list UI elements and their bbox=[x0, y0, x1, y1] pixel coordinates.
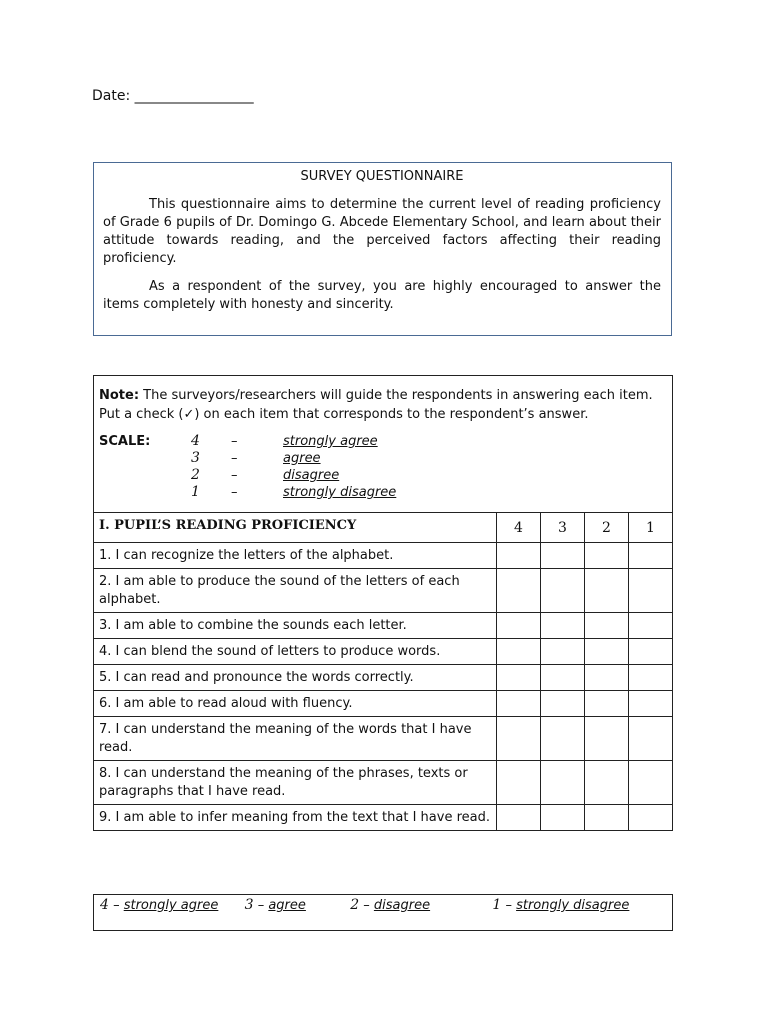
question-text: 4. I can blend the sound of letters to produce words. bbox=[94, 639, 497, 665]
answer-checkbox-4[interactable] bbox=[497, 613, 541, 639]
answer-checkbox-4[interactable] bbox=[497, 761, 541, 805]
answer-checkbox-4[interactable] bbox=[497, 543, 541, 569]
question-text: 9. I am able to infer meaning from the text that I have read. bbox=[94, 805, 497, 831]
footer-num: 4 bbox=[100, 897, 109, 913]
question-row bbox=[94, 613, 673, 639]
scale-desc: disagree bbox=[283, 468, 340, 483]
answer-checkbox-1[interactable] bbox=[629, 613, 673, 639]
intro-box bbox=[93, 162, 672, 336]
column-header: 3 bbox=[541, 513, 585, 543]
footer-dash: – bbox=[257, 898, 265, 913]
footer-desc: agree bbox=[268, 898, 306, 913]
question-text: 6. I am able to read aloud with fluency. bbox=[94, 691, 497, 717]
answer-checkbox-1[interactable] bbox=[629, 665, 673, 691]
question-row bbox=[94, 639, 673, 665]
answer-checkbox-3[interactable] bbox=[541, 691, 585, 717]
question-text: 8. I can understand the meaning of the phrases, texts or paragraphs that I have read. bbox=[94, 761, 497, 805]
answer-checkbox-2[interactable] bbox=[585, 665, 629, 691]
answer-checkbox-1[interactable] bbox=[629, 639, 673, 665]
scale-num: 4 bbox=[191, 433, 200, 449]
column-header: 1 bbox=[629, 513, 673, 543]
answer-checkbox-4[interactable] bbox=[497, 569, 541, 613]
answer-checkbox-1[interactable] bbox=[629, 569, 673, 613]
question-row bbox=[94, 543, 673, 569]
answer-checkbox-3[interactable] bbox=[541, 717, 585, 761]
question-text: 3. I am able to combine the sounds each letter. bbox=[94, 613, 497, 639]
footer-desc: strongly disagree bbox=[516, 898, 630, 913]
footer-scale-box bbox=[93, 894, 673, 931]
scale-label: SCALE: bbox=[99, 434, 151, 449]
answer-checkbox-4[interactable] bbox=[497, 639, 541, 665]
question-text: 1. I can recognize the letters of the alphabet. bbox=[94, 543, 497, 569]
question-text: 7. I can understand the meaning of the words that I have read. bbox=[94, 717, 497, 761]
scale-num: 1 bbox=[191, 484, 200, 500]
footer-num: 1 bbox=[492, 897, 502, 913]
question-row bbox=[94, 717, 673, 761]
scale-desc: strongly disagree bbox=[283, 485, 397, 500]
answer-checkbox-3[interactable] bbox=[541, 543, 585, 569]
note-text: The surveyors/researchers will guide the respondents in answering each item. Put a check (✓) on each item that corresponds to the respondent’s answer. bbox=[99, 388, 653, 422]
answer-checkbox-1[interactable] bbox=[629, 805, 673, 831]
question-text: 5. I can read and pronounce the words correctly. bbox=[94, 665, 497, 691]
intro-paragraph-1: This questionnaire aims to determine the current level of reading proficiency of Grade 6 pupils of Dr. Domingo G. Abcede Elementary School, and learn about their attitude towards reading, and the perceived factors affecting their reading proficiency. bbox=[103, 197, 661, 266]
footer-num: 2 bbox=[350, 897, 360, 913]
footer-dash: – bbox=[505, 898, 512, 913]
answer-checkbox-2[interactable] bbox=[585, 543, 629, 569]
question-row bbox=[94, 691, 673, 717]
question-row bbox=[94, 805, 673, 831]
footer-num: 3 bbox=[244, 897, 254, 913]
answer-checkbox-3[interactable] bbox=[541, 613, 585, 639]
answer-checkbox-1[interactable] bbox=[629, 717, 673, 761]
scale-num: 2 bbox=[191, 467, 200, 483]
scale-desc: strongly agree bbox=[283, 434, 378, 449]
question-row bbox=[94, 761, 673, 805]
question-row bbox=[94, 569, 673, 613]
footer-desc: strongly agree bbox=[123, 898, 219, 913]
column-header: 4 bbox=[497, 513, 541, 543]
answer-checkbox-3[interactable] bbox=[541, 761, 585, 805]
answer-checkbox-4[interactable] bbox=[497, 691, 541, 717]
answer-checkbox-4[interactable] bbox=[497, 717, 541, 761]
scale-dash: – bbox=[231, 468, 238, 483]
answer-checkbox-2[interactable] bbox=[585, 717, 629, 761]
answer-checkbox-2[interactable] bbox=[585, 613, 629, 639]
note-label: Note: bbox=[99, 388, 140, 403]
answer-checkbox-2[interactable] bbox=[585, 805, 629, 831]
answer-checkbox-3[interactable] bbox=[541, 639, 585, 665]
question-row bbox=[94, 665, 673, 691]
footer-dash: – bbox=[363, 898, 370, 913]
scale-legend bbox=[99, 433, 666, 501]
answer-checkbox-3[interactable] bbox=[541, 665, 585, 691]
note-cell bbox=[94, 376, 673, 513]
footer-desc: disagree bbox=[373, 898, 431, 913]
section-header-row bbox=[94, 513, 673, 543]
scale-desc: agree bbox=[283, 451, 321, 466]
answer-checkbox-2[interactable] bbox=[585, 691, 629, 717]
survey-table bbox=[93, 375, 673, 831]
answer-checkbox-2[interactable] bbox=[585, 639, 629, 665]
answer-checkbox-2[interactable] bbox=[585, 569, 629, 613]
scale-dash: – bbox=[231, 434, 238, 449]
scale-dash: – bbox=[231, 485, 238, 500]
intro-paragraph-2: As a respondent of the survey, you are highly encouraged to answer the items completely with honesty and sincerity. bbox=[103, 279, 661, 312]
answer-checkbox-4[interactable] bbox=[497, 665, 541, 691]
answer-checkbox-2[interactable] bbox=[585, 761, 629, 805]
survey-title: SURVEY QUESTIONNAIRE bbox=[300, 169, 464, 184]
section-title: I. PUPIL’S READING PROFICIENCY bbox=[94, 513, 497, 543]
answer-checkbox-4[interactable] bbox=[497, 805, 541, 831]
answer-checkbox-1[interactable] bbox=[629, 543, 673, 569]
column-header: 2 bbox=[585, 513, 629, 543]
answer-checkbox-3[interactable] bbox=[541, 569, 585, 613]
date-field[interactable]: Date: _________________ bbox=[92, 88, 254, 104]
answer-checkbox-1[interactable] bbox=[629, 691, 673, 717]
scale-num: 3 bbox=[191, 450, 200, 466]
question-text: 2. I am able to produce the sound of the letters of each alphabet. bbox=[94, 569, 497, 613]
answer-checkbox-1[interactable] bbox=[629, 761, 673, 805]
scale-dash: – bbox=[231, 451, 238, 466]
footer-dash: – bbox=[113, 898, 120, 913]
answer-checkbox-3[interactable] bbox=[541, 805, 585, 831]
